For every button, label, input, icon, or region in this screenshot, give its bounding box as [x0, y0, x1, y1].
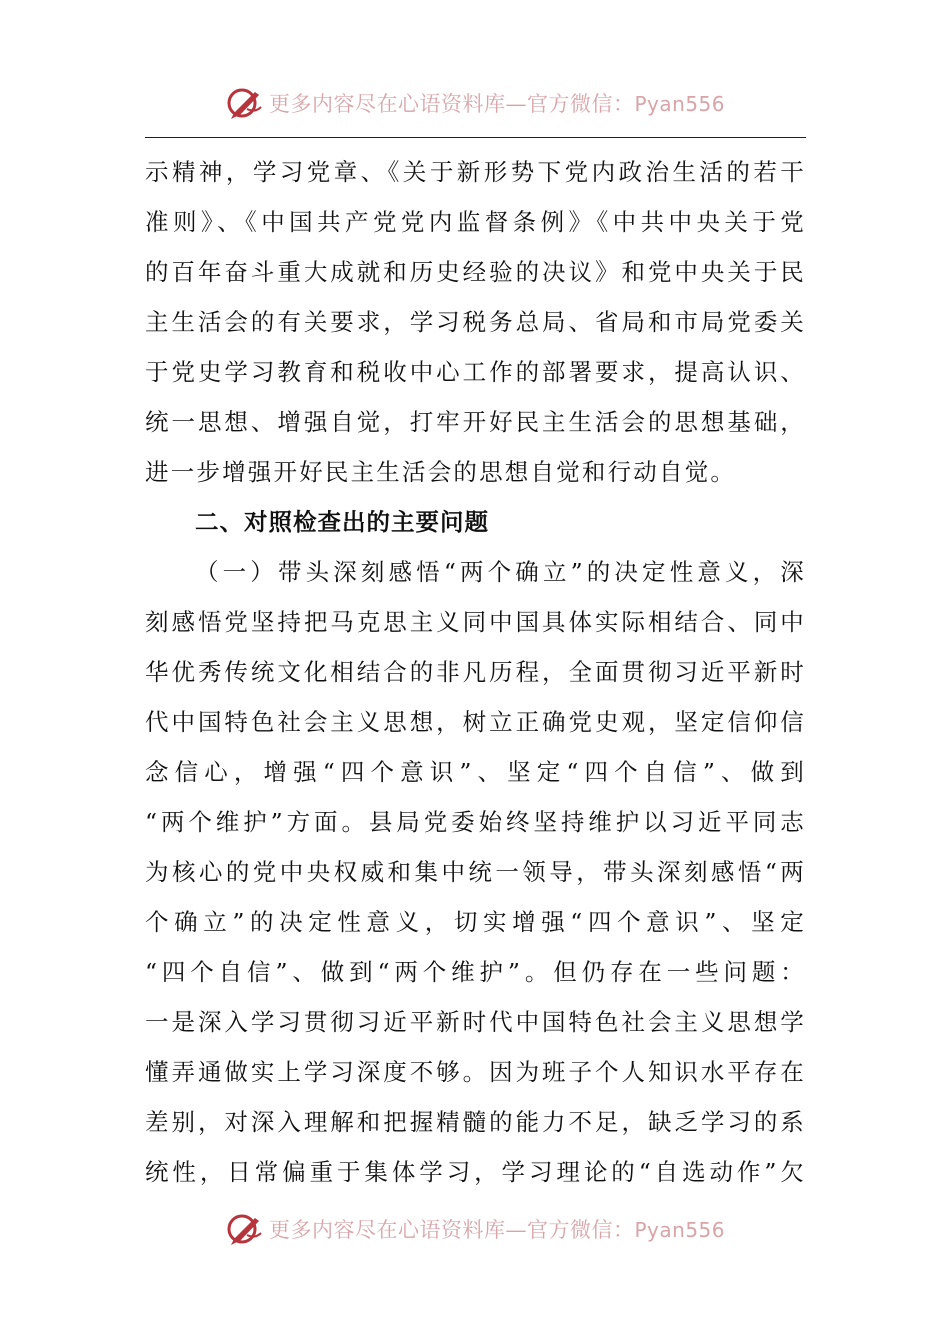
body-line-4: 主生活会的有关要求，学习税务总局、省局和市局党委关	[145, 308, 806, 336]
body-line-1: 示精神，学习党章、《关于新形势下党内政治生活的若干	[145, 158, 806, 186]
header-banner	[0, 83, 950, 123]
pen-logo-icon	[225, 83, 265, 123]
section-line-4: 代中国特色社会主义思想，树立正确党史观，坚定信仰信	[145, 708, 806, 736]
section-line-9: “四个自信”、做到“两个维护”。但仍存在一些问题：	[145, 958, 806, 986]
header-banner-text	[269, 88, 725, 118]
header-rule	[145, 137, 806, 138]
section-line-11: 懂弄通做实上学习深度不够。因为班子个人知识水平存在	[145, 1058, 806, 1086]
body-line-6: 统一思想、增强自觉，打牢开好民主生活会的思想基础，	[145, 408, 806, 436]
footer-banner-label: 更多内容尽在心语资料库—官方微信：	[268, 1218, 635, 1242]
section-line-10: 一是深入学习贯彻习近平新时代中国特色社会主义思想学	[145, 1008, 806, 1036]
section-line-8: 个确立”的决定性意义，切实增强“四个意识”、坚定	[145, 908, 806, 936]
section-line-7: 为核心的党中央权威和集中统一领导，带头深刻感悟“两	[145, 858, 806, 886]
section-line-3: 华优秀传统文化相结合的非凡历程，全面贯彻习近平新时	[145, 658, 806, 686]
header-banner-label: 更多内容尽在心语资料库—官方微信：	[268, 92, 635, 116]
body-line-5: 于党史学习教育和税收中心工作的部署要求，提高认识、	[145, 358, 806, 386]
section-line-5: 念信心，增强“四个意识”、坚定“四个自信”、做到	[145, 758, 806, 786]
section-line-1: （一）带头深刻感悟“两个确立”的决定性意义，深	[195, 558, 806, 586]
pen-logo-icon	[225, 1209, 265, 1249]
section-line-13: 统性，日常偏重于集体学习，学习理论的“自选动作”欠	[145, 1158, 806, 1186]
section-line-12: 差别，对深入理解和把握精髓的能力不足，缺乏学习的系	[145, 1108, 806, 1136]
body-line-3: 的百年奋斗重大成就和历史经验的决议》和党中央关于民	[145, 258, 806, 286]
section-line-6: “两个维护”方面。县局党委始终坚持维护以习近平同志	[145, 808, 806, 836]
body-line-7: 进一步增强开好民主生活会的思想自觉和行动自觉。	[145, 458, 737, 486]
footer-banner-text	[269, 1214, 725, 1244]
header-banner-account: Pyan556	[634, 92, 725, 116]
footer-banner-account: Pyan556	[634, 1218, 725, 1242]
footer-banner	[0, 1209, 950, 1249]
section-line-2: 刻感悟党坚持把马克思主义同中国具体实际相结合、同中	[145, 608, 806, 636]
body-line-2: 准则》、《中国共产党党内监督条例》《中共中央关于党	[145, 208, 806, 236]
section-heading: 二、对照检查出的主要问题	[195, 508, 489, 536]
document-body	[145, 147, 806, 1197]
